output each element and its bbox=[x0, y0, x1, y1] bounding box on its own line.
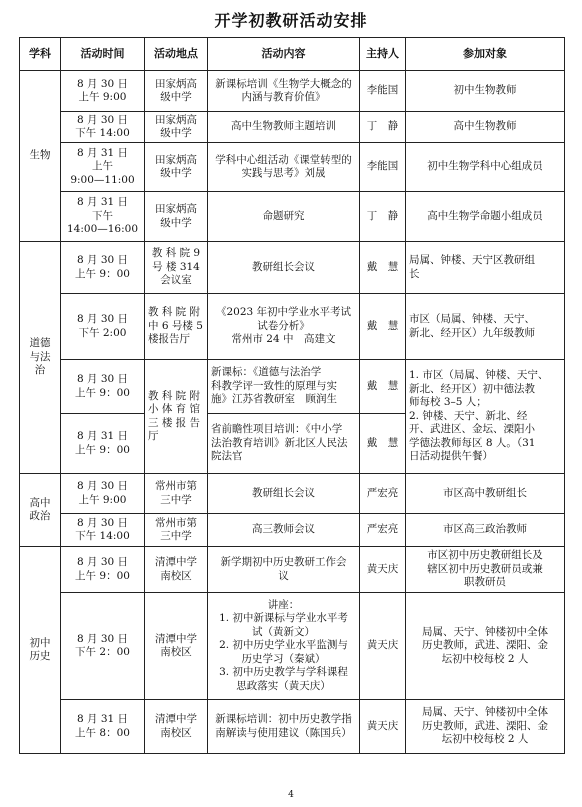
place-cell: 常州市第 三中学 bbox=[145, 514, 208, 547]
host-cell: 黄天庆 bbox=[360, 593, 406, 700]
place-cell: 清潭中学 南校区 bbox=[145, 700, 208, 754]
subject-cell: 高中 政治 bbox=[20, 474, 61, 547]
time-cell: 8 月 30 日 上午 9：00 bbox=[61, 242, 145, 294]
content-cell: 教研组长会议 bbox=[208, 474, 360, 514]
place-cell: 清潭中学 南校区 bbox=[145, 593, 208, 700]
table-row bbox=[20, 143, 565, 192]
host-cell: 李能国 bbox=[360, 71, 406, 112]
target-cell: 初中生物教师 bbox=[406, 71, 565, 112]
target-cell: 市区初中历史教研组长及 辖区初中历史教研员或兼 职教研员 bbox=[406, 547, 565, 593]
target-cell: 初中生物学科中心组成员 bbox=[406, 143, 565, 192]
place-cell: 田家炳高 级中学 bbox=[145, 112, 208, 143]
subject-cell: 初中 历史 bbox=[20, 547, 61, 754]
content-cell: 高三教师会议 bbox=[208, 514, 360, 547]
content-cell: 新课标培训《生物学大概念的 内涵与教育价值》 bbox=[208, 71, 360, 112]
time-cell: 8 月 30 日 下午 14:00 bbox=[61, 514, 145, 547]
time-cell: 8 月 30 日 下午 14:00 bbox=[61, 112, 145, 143]
page-number: 4 bbox=[288, 790, 294, 800]
host-cell: 戴 慧 bbox=[360, 360, 406, 414]
header-target: 参加对象 bbox=[406, 38, 565, 71]
place-cell: 教 科 院 附 小 体 育 馆 三 楼 报 告 厅 bbox=[145, 360, 208, 474]
table-row bbox=[20, 71, 565, 112]
content-cell: 省前瞻性项目培训：《中小学 法治教育培训》新北区人民法 院法官 bbox=[208, 414, 360, 474]
content-cell: 新课标培训：初中历史教学指 南解读与使用建议（陈国兵） bbox=[208, 700, 360, 754]
host-cell: 丁 静 bbox=[360, 112, 406, 143]
target-cell: 局属、钟楼、天宁区教研组 长 bbox=[406, 242, 565, 294]
table-row bbox=[20, 593, 565, 700]
time-cell: 8 月 31 日 下午 14:00—16:00 bbox=[61, 192, 145, 242]
host-cell: 黄天庆 bbox=[360, 700, 406, 754]
time-cell: 8 月 30 日 上午 9:00 bbox=[61, 474, 145, 514]
page-title: 开学初教研活动安排 bbox=[214, 11, 368, 30]
place-cell: 教 科 院 9 号 楼 314 会议室 bbox=[145, 242, 208, 294]
target-cell: 市区高中教研组长 bbox=[406, 474, 565, 514]
target-cell: 1. 市区（局属、钟楼、天宁、 新北、经开区）初中德法教 师每校 3–5 人； 2. 钟楼、天宁、新北、经 开、武进区、金坛、溧阳小 学德法教师每区 8 人。（31 日活动提供午餐） bbox=[406, 360, 565, 474]
content-cell: 学科中心组活动《课堂转型的 实践与思考》刘晟 bbox=[208, 143, 360, 192]
time-cell: 8 月 30 日 下午 2:00 bbox=[61, 294, 145, 360]
time-cell: 8 月 30 日 上午 9：00 bbox=[61, 547, 145, 593]
host-cell: 严宏亮 bbox=[360, 474, 406, 514]
header-row bbox=[20, 38, 565, 71]
target-cell: 局属、天宁、钟楼初中全体 历史教师，武进、溧阳、金 坛初中校每校 2 人 bbox=[406, 700, 565, 754]
content-cell: 新课标：《道德与法治学 科教学评一致性的原理与实 施》江苏省教研室 顾润生 bbox=[208, 360, 360, 414]
host-cell: 戴 慧 bbox=[360, 242, 406, 294]
target-cell: 高中生物学命题小组成员 bbox=[406, 192, 565, 242]
host-cell: 黄天庆 bbox=[360, 547, 406, 593]
table-row bbox=[20, 474, 565, 514]
host-cell: 戴 慧 bbox=[360, 294, 406, 360]
target-cell: 市区高三政治教师 bbox=[406, 514, 565, 547]
content-cell: 讲座： 1. 初中新课标与学业水平考 试（黄新文） 2. 初中历史学业水平监测与 历史学习（秦斌） 3. 初中历史教学与学科课程 思政落实（黄天庆） bbox=[208, 593, 360, 700]
host-cell: 严宏亮 bbox=[360, 514, 406, 547]
place-cell: 田家炳高 级中学 bbox=[145, 71, 208, 112]
content-cell: 教研组长会议 bbox=[208, 242, 360, 294]
table-row bbox=[20, 514, 565, 547]
subject-cell: 生物 bbox=[20, 71, 61, 242]
time-cell: 8 月 31 日 上午 8：00 bbox=[61, 700, 145, 754]
subject-cell: 道德 与法 治 bbox=[20, 242, 61, 474]
place-cell: 田家炳高 级中学 bbox=[145, 143, 208, 192]
time-cell: 8 月 30 日 上午 9：00 bbox=[61, 360, 145, 414]
host-cell: 李能国 bbox=[360, 143, 406, 192]
header-subject: 学科 bbox=[20, 38, 61, 71]
target-cell: 局属、天宁、钟楼初中全体 历史教师，武进、溧阳、金 坛初中校每校 2 人 bbox=[406, 593, 565, 700]
target-cell: 市区（局属、钟楼、天宁、 新北、经开区）九年级教师 bbox=[406, 294, 565, 360]
table-row bbox=[20, 242, 565, 294]
table-row bbox=[20, 192, 565, 242]
time-cell: 8 月 31 日 上午 9:00—11:00 bbox=[61, 143, 145, 192]
header-place: 活动地点 bbox=[145, 38, 208, 71]
time-cell: 8 月 31 日 上午 9：00 bbox=[61, 414, 145, 474]
content-cell: 《2023 年初中学业水平考试 试卷分析》 常州市 24 中 高建文 bbox=[208, 294, 360, 360]
host-cell: 丁 静 bbox=[360, 192, 406, 242]
content-cell: 高中生物教师主题培训 bbox=[208, 112, 360, 143]
place-cell: 教 科 院 附 中 6 号楼 5 楼报告厅 bbox=[145, 294, 208, 360]
host-cell: 戴 慧 bbox=[360, 414, 406, 474]
table-row bbox=[20, 547, 565, 593]
place-cell: 田家炳高 级中学 bbox=[145, 192, 208, 242]
time-cell: 8 月 30 日 下午 2：00 bbox=[61, 593, 145, 700]
table-row bbox=[20, 294, 565, 360]
target-cell: 高中生物教师 bbox=[406, 112, 565, 143]
place-cell: 清潭中学 南校区 bbox=[145, 547, 208, 593]
content-cell: 命题研究 bbox=[208, 192, 360, 242]
table-row bbox=[20, 360, 565, 414]
time-cell: 8 月 30 日 上午 9:00 bbox=[61, 71, 145, 112]
header-content: 活动内容 bbox=[208, 38, 360, 71]
header-host: 主持人 bbox=[360, 38, 406, 71]
header-time: 活动时间 bbox=[61, 38, 145, 71]
table-row bbox=[20, 700, 565, 754]
table-row bbox=[20, 112, 565, 143]
schedule-table bbox=[19, 37, 565, 754]
place-cell: 常州市第 三中学 bbox=[145, 474, 208, 514]
content-cell: 新学期初中历史教研工作会 议 bbox=[208, 547, 360, 593]
